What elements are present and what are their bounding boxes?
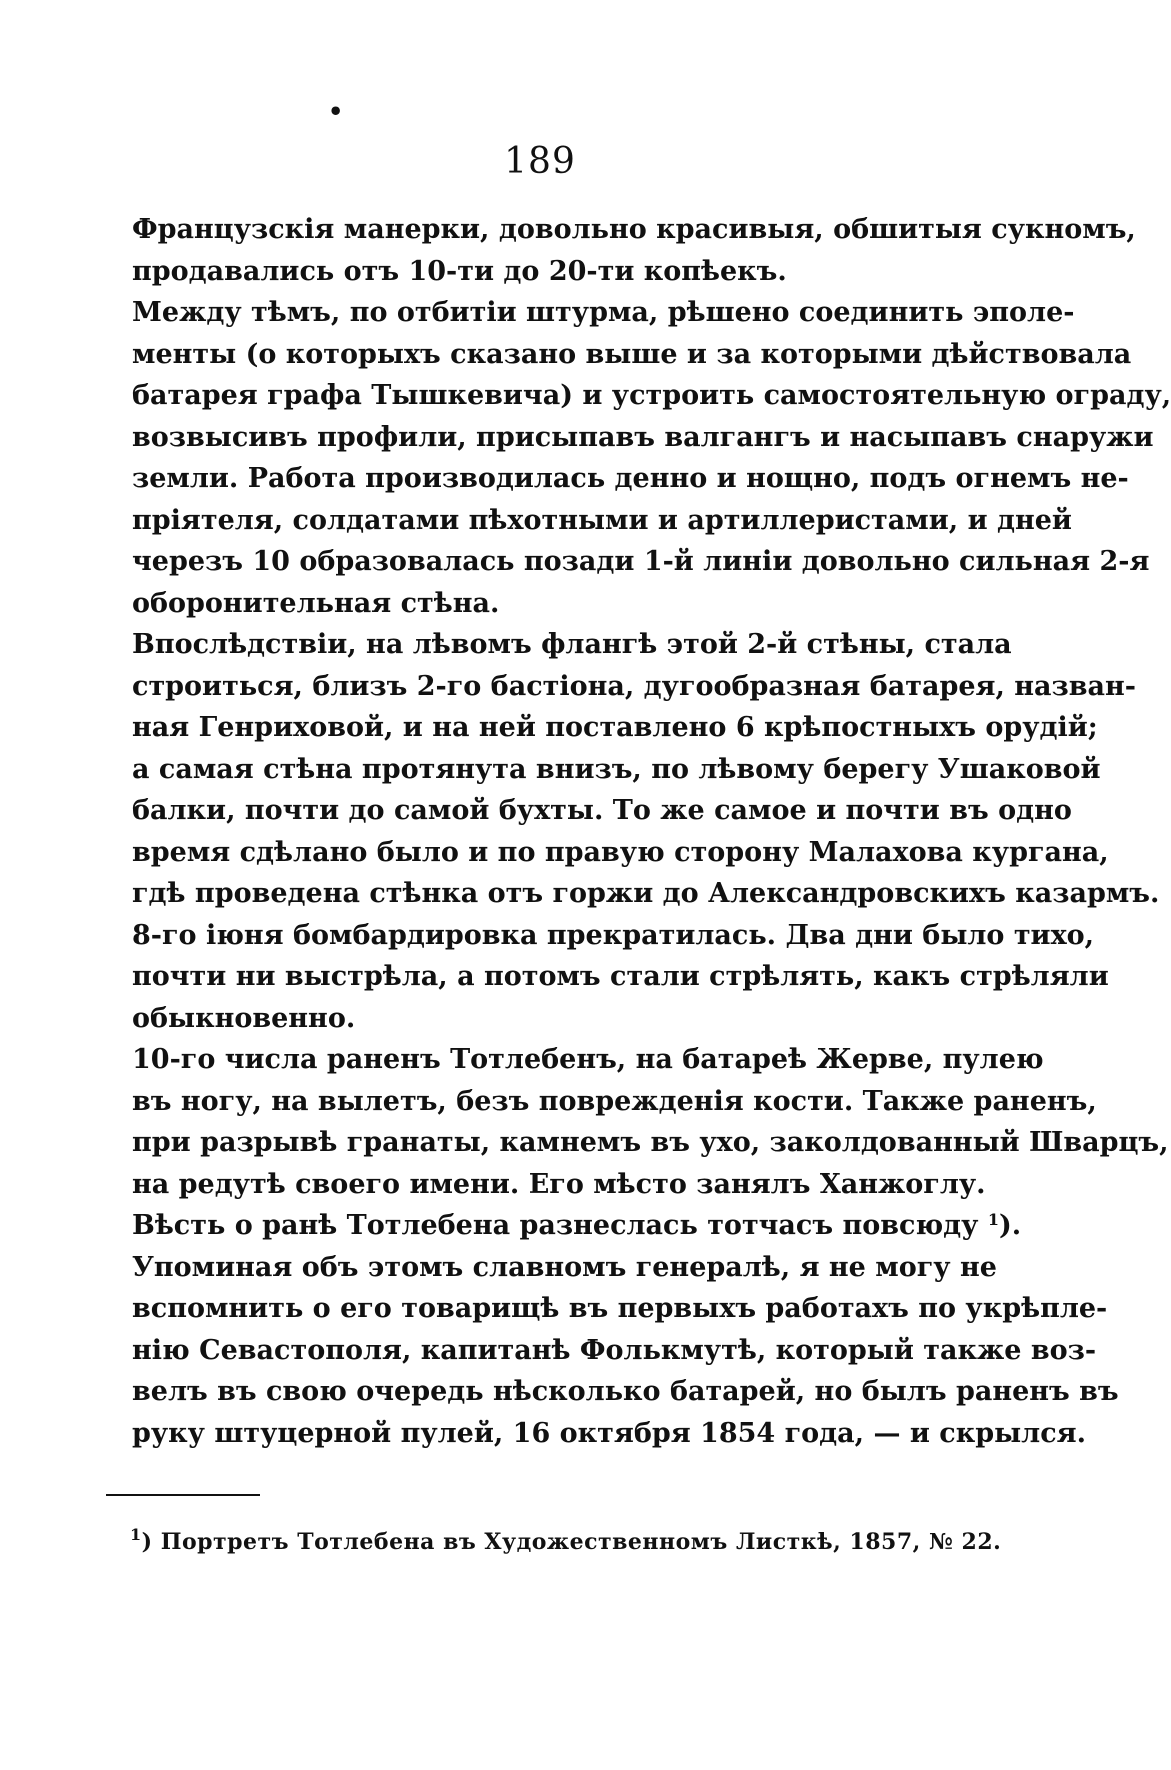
text-line: возвысивъ профили, присыпавъ валгангъ и насыпавъ снаружи	[132, 421, 1154, 453]
text-line: на редутѣ своего имени. Его мѣсто занялъ Ханжоглу.	[132, 1168, 986, 1200]
text-line: 10-го числа раненъ Тотлебенъ, на батареѣ Жерве, пулею	[132, 1044, 1044, 1075]
text-line: время сдѣлано было и по правую сторону Малахова кургана,	[132, 836, 1109, 868]
text-line: пріятеля, солдатами пѣхотными и артиллеристами, и дней	[132, 504, 1072, 536]
footnote-divider	[106, 1494, 260, 1496]
text-line: Упоминая объ этомъ славномъ генералѣ, я не могу не	[132, 1251, 997, 1283]
text-line: нію Севастополя, капитанѣ Фолькмутѣ, который также воз-	[132, 1334, 1097, 1366]
text-line	[132, 1205, 1022, 1247]
text-line: а самая стѣна протянута внизъ, по лѣвому берегу Ушаковой	[132, 753, 1101, 785]
text-line: ная Генриховой, и на ней поставлено 6 крѣпостныхъ орудій;	[132, 712, 1098, 743]
footnote-marker: 1	[130, 1525, 142, 1544]
text-line: гдѣ проведена стѣнка отъ горжи до Александровскихъ казармъ.	[132, 878, 1160, 909]
body-text	[132, 209, 1171, 1454]
text-line: продавались отъ 10-ти до 20-ти копѣекъ.	[132, 255, 787, 287]
text-line: батарея графа Тышкевича) и устроить самостоятельную ограду,	[132, 380, 1171, 411]
text-line: Французскія манерки, довольно красивыя, обшитыя сукномъ,	[132, 214, 1136, 245]
text-line: менты (о которыхъ сказано выше и за которыми дѣйствовала	[132, 338, 1132, 370]
text-line: балки, почти до самой бухты. То же самое и почти въ одно	[132, 795, 1072, 826]
text-line: почти ни выстрѣла, а потомъ стали стрѣлять, какъ стрѣляли	[132, 961, 1109, 992]
text-line: Между тѣмъ, по отбитіи штурма, рѣшено соединить эполе-	[132, 297, 1075, 328]
footnote-reference[interactable]: 1	[987, 1210, 999, 1229]
text-line-content: Вѣсть о ранѣ Тотлебена разнеслась тотчасъ повсюду	[132, 1210, 979, 1241]
text-line: вспомнить о его товарищѣ въ первыхъ работахъ по укрѣпле-	[132, 1293, 1108, 1324]
text-line: въ ногу, на вылетъ, безъ поврежденія кости. Также раненъ,	[132, 1085, 1097, 1117]
footnote-reference-tail: ).	[998, 1210, 1022, 1241]
footnote-text: ) Портретъ Тотлебена въ Художественномъ Листкѣ, 1857, № 22.	[141, 1529, 1002, 1555]
text-line: руку штуцерной пулей, 16 октября 1854 года, — и скрылся.	[132, 1417, 1086, 1449]
text-line: обыкновенно.	[132, 1002, 356, 1034]
text-line: земли. Работа производилась денно и нощно, подъ огнемъ не-	[132, 463, 1129, 494]
text-line: черезъ 10 образовалась позади 1-й линіи довольно сильная 2-я	[132, 546, 1150, 577]
text-line: 8-го іюня бомбардировка прекратилась. Два дни было тихо,	[132, 919, 1095, 951]
text-line: велъ въ свою очередь нѣсколько батарей, но былъ раненъ въ	[132, 1376, 1119, 1407]
text-line: при разрывѣ гранаты, камнемъ въ ухо, заколдованный Шварцъ,	[132, 1127, 1169, 1158]
stray-ink-mark: •	[328, 97, 344, 126]
page-number: 189	[504, 141, 576, 182]
footnote	[130, 1525, 1001, 1559]
text-line: оборонительная стѣна.	[132, 587, 500, 619]
text-line: строиться, близъ 2-го бастіона, дугообразная батарея, назван-	[132, 670, 1136, 702]
text-line: Впослѣдствіи, на лѣвомъ флангѣ этой 2-й стѣны, стала	[132, 629, 1012, 660]
